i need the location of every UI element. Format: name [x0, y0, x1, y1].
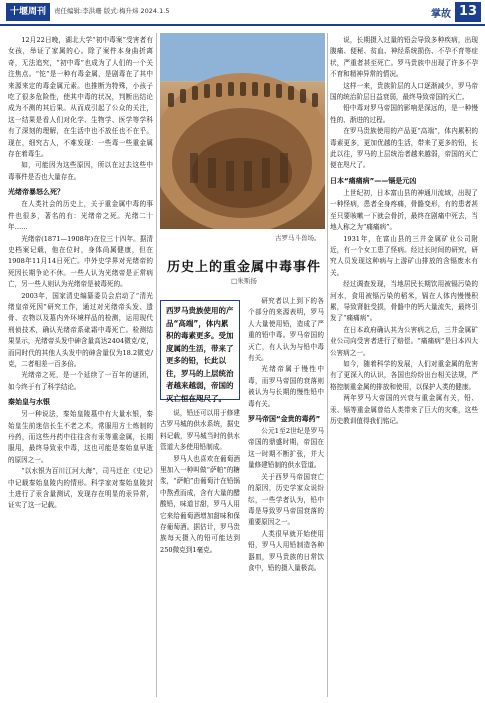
paragraph: 上世纪初，日本富山县的神通川流域，出现了一种怪病，患者全身疼痛，骨骼变形，有的患者甚至只要咳嗽一下就会骨折，最终在剧痛中死去，当地人称之为“痛痛病”。 [330, 188, 478, 232]
subheading: 罗马帝国“金贵的毒药” [248, 415, 321, 424]
editor-credits: 责任编辑:李洪珊 版式:梅升炜 2024.1.5 [54, 7, 170, 15]
paragraph: 1931年，在富山县的三井金属矿业公司附近，有一个女工患了怪病。经过长时间的研究，研究人员发现这种病与上游矿山排放的含镉废水有关。 [330, 234, 478, 277]
subheading: 日本“痛痛病”——镉是元凶 [330, 176, 417, 185]
column-2b [248, 296, 324, 697]
paragraph: 研究者以上到下的各个部分的来源表明，罗马人大量使用铅，造成了严重的铅中毒。罗马帝国的灭亡，有人认为与铅中毒有关。 [248, 297, 324, 363]
paragraph: 光绪帝之死，是一个延续了一百年的谜团，如今终于有了科学结论。 [8, 371, 153, 391]
pull-quote: 西罗马贵族使用的产品“高端”，体内累积的毒素更多。受加度属的生活，带来了更多的铅，长此以往，罗马的上层统治者越来越弱，帝国的灭亡恒在咫尺了。 [160, 300, 240, 400]
paragraph: 铅中毒对罗马帝国的影响是深远的，是一种慢性的、渐进的过程。 [330, 104, 478, 124]
paragraph: 在日本政府确认其为公害病之后，三井金属矿业公司向受害者进行了赔偿。“痛痛病”是日本四大公害病之一。 [330, 325, 478, 357]
paragraph: 关于西罗马帝国衰亡的原因，历史学家众说纷纭，一些学者认为，铅中毒是导致罗马帝国衰落的重要原因之一。 [248, 472, 324, 527]
column-divider [327, 33, 328, 697]
column-3 [330, 35, 478, 697]
paragraph: 在人类社会的历史上，关于重金属中毒的事件也很多，著名的有：光绪帝之死。光绪二十年…… [8, 200, 153, 232]
paragraph: 另一种说法，秦始皇陵墓中有大量水银，秦始皇生前迷信长生不老之术，常服用方士炼制的丹药，而这些丹药中往往含有汞等重金属，长期服用，最终导致汞中毒，这也可能是秦始皇早逝的原因之一。 [8, 410, 153, 464]
paragraph: 经过调查发现，当地居民长期饮用被镉污染的河水，食用被镉污染的稻米，镉在人体内慢慢积累，导致肾脏受损，骨骼中的钙大量流失，最终引发了“痛痛病”。 [330, 280, 478, 323]
column-2a [160, 408, 240, 697]
colosseum-photo [160, 33, 325, 229]
paragraph: 罗马人也喜欢在葡萄酒里加入一种叫做“萨帕”的糖浆，“萨帕”由葡萄汁在铅锅中熬煮而成，含有大量的醋酸铅，味道甘甜，罗马人用它来给葡萄酒增加甜味和保存葡萄酒。据估计，罗马贵族每天摄入的铅可能达到250微克到1毫克。 [160, 454, 240, 554]
paragraph: 说，长期摄入过量的铅会导致多种疾病，出现腹痛、便秘、贫血、神经系统损伤、不孕不育等症状，严重者甚至死亡。罗马贵族中出现了许多不孕不育和精神异常的情况。 [330, 36, 478, 79]
paragraph: 公元1至2世纪是罗马帝国的鼎盛时期，帝国在这一时期不断扩张，并大量修建铅制的供水管道。 [248, 427, 324, 470]
article-byline: □朱斯扬 [231, 277, 257, 285]
page-header [0, 0, 485, 26]
paragraph: 如，可能因为这些原因，所以在过去这些中毒事件是否也大量存在。 [8, 161, 153, 181]
paragraph: 两年罗马大帝国的兴衰与重金属有关，铅、汞、镉等重金属曾给人类带来了巨大的灾难，这些历史教训值得我们铭记。 [330, 394, 478, 425]
paragraph: 2003年，国家清史编纂委员会启动了“清光绪皇帝死因”研究工作，通过对光绪帝头发、遗骨、衣物以及墓内外环境样品的检测，运用现代刑侦技术，确认光绪帝系砒霜中毒死亡。检测结果显示，光绪帝头发中砷含量高达2404微克/克，而同时代的其他人头发中的砷含量仅为18.2微克/克，二者相差一百多倍。 [8, 291, 153, 368]
paragraph: 在罗马贵族使用的产品更“高端”，体内累积的毒素更多，更加优越的生活，带来了更多的铅，长此以往，罗马的上层统治者越来越弱，帝国的灭亡便在咫尺了。 [330, 127, 478, 170]
column-divider [156, 33, 157, 697]
paragraph: 光绪帝(1871—1908年)在位三十四年。据清史档案记载，他在位时，身体尚属健康，但在1908年11月14日死亡。中外史学界对光绪帝的死因长期争论不休。一些人认为光绪帝是正常病亡，另一些人则认为光绪帝是被毒死的。 [8, 234, 153, 289]
page-number: 13 [455, 2, 481, 22]
paragraph: 12月22日晚，湖北大学“初中毒案”受害者有女孩，举证了家属的心。除了案件本身曲折离奇，无法追究，“初中毒”也成为了人们的一个关注焦点。“铊”是一种有毒金属，是剧毒在了其中来源来定的毒金属元素。也推断为特殊，小孩子吃了很多危险性，使其中毒的状况，判断出结论成为不测的其后果。从而成引起了公众的关注，这一结果是看人们对化学、生物学、医学等学科有了深刻的理解，在生活中也不放任也不在乎。现在，细究古人，不难发现：一些毒一些重金属存在着毒生。 [8, 36, 153, 159]
paragraph: 人类很早就开始使用铅，罗马人用铅制造各种器皿，罗马贵族的日常饮食中，铅的摄入量极高。 [248, 529, 324, 572]
section-name: 掌故 [431, 9, 451, 20]
photo-caption: 古罗马斗兽场。 [275, 234, 321, 242]
paragraph: 说，铅还可以用于修建古罗马城的供水系统，据史料记载，罗马城当时的供水管道大多使用铅制成。 [160, 409, 240, 452]
colosseum-illustration [160, 33, 325, 229]
paragraph: 如今，随着科学的发展，人们对重金属的危害有了更深入的认识，各国也纷纷出台相关法规，严格控制重金属的排放和使用，以保护人类的健康。 [330, 359, 478, 391]
paragraph: “以水银为百川江河大海”，司马迁在《史记》中记载秦始皇陵内的情形。科学家对秦始皇陵封土进行了汞含量测试，发现存在明显的汞异常，证实了这一记载。 [8, 467, 153, 510]
paragraph: 这样一来，贵族阶层的人口逐渐减少，罗马帝国的统治阶层日益衰弱，最终导致帝国的灭亡。 [330, 81, 478, 102]
article-title: 历史上的重金属中毒事件 [166, 260, 321, 275]
subheading: 秦始皇与水银 [8, 398, 50, 407]
subheading: 光绪帝暴怒么死？ [8, 188, 64, 197]
paragraph: 光绪帝属于慢性中毒，而罗马帝国的衰落则被认为与长期的慢性铅中毒有关。 [248, 365, 324, 408]
masthead: 十堰周刊 [6, 3, 50, 21]
column-1 [8, 35, 153, 697]
